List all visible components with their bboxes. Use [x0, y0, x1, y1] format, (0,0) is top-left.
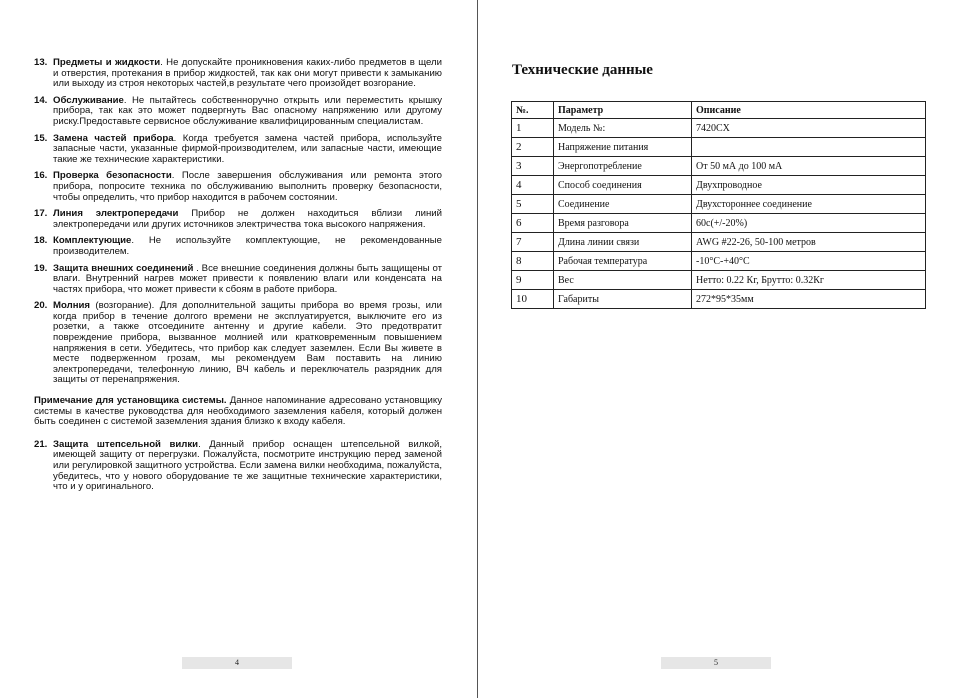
- item-title: Предметы и жидкости: [53, 57, 161, 68]
- table-row: [512, 290, 926, 309]
- note-title: Примечание для установщика системы.: [34, 395, 227, 407]
- row-parameter: Длина линии связи: [554, 233, 692, 252]
- item-text: . Не используйте комплектующие, не рекомендованные производителем.: [53, 235, 442, 257]
- item-text: (возгорание). Для дополнительной защиты прибора во время грозы, или когда прибор в течение долгого времени не эксплуатируется, выключите его из розетки, а также отсоедините антенну и другие кабели. Это предотвратит повреждение прибора, вызванное молнией или кратковременным повышением напряжения в сети. Убедитесь, что прибор как следует заземлен. Если Вы живете в месте подверженном грозам, мы рекомендуем Вам поставить на линию электропередачи, телефонную линию, ВЧ кабель и переключатель разрядник для защиты от перенапряжения.: [53, 300, 442, 386]
- row-description: Двухпроводное: [692, 176, 926, 195]
- item-number: 16.: [34, 170, 48, 182]
- row-parameter: Напряжение питания: [554, 138, 692, 157]
- item-text: . Все внешние соединения должны быть защищены от влаги. Внутренний нагрев может привести к появлению влаги или конденсата на частях прибора, что может привести к сбоям в работе прибора.: [53, 262, 442, 295]
- row-description: 272*95*35мм: [692, 290, 926, 309]
- row-number: 8: [512, 252, 554, 271]
- item-number: 20.: [34, 300, 48, 312]
- row-parameter: Энергопотребление: [554, 157, 692, 176]
- item-number: 19.: [34, 262, 48, 274]
- instruction-item: [34, 58, 442, 90]
- item-text: . После завершения обслуживания или ремонта этого прибора, попросите техника по обслуживанию выполнить проверку безопасности, чтобы определить, что прибор находится в рабочем состоянии.: [53, 170, 442, 203]
- row-parameter: Вес: [554, 271, 692, 290]
- installer-note: [34, 396, 442, 428]
- table-row: [512, 252, 926, 271]
- row-number: 10: [512, 290, 554, 309]
- item-text: . Когда требуется замена частей прибора, используйте запасные части, указанные фирмой-производителем, или запасные части, имеющие такие же технические характеристики.: [53, 132, 442, 165]
- item-text: . Не пытайтесь собственноручно открыть или переместить крышку прибора, так как это может подвергнуть Вас опасному напряжению или другому риску.Предоставьте сервисное обслуживание квалифицированным специалистам.: [53, 94, 442, 127]
- instruction-item: [34, 236, 442, 257]
- item-number: 18.: [34, 235, 48, 247]
- spec-table: [511, 101, 926, 309]
- row-description: От 50 мА до 100 мА: [692, 157, 926, 176]
- page-number: 4: [182, 657, 292, 669]
- row-number: 6: [512, 214, 554, 233]
- instruction-item: [34, 171, 442, 203]
- table-row: [512, 138, 926, 157]
- instruction-item: [34, 301, 442, 386]
- item-title: Линия электропередачи: [53, 208, 179, 220]
- item-title: Проверка безопасности: [53, 170, 172, 182]
- row-description: [692, 138, 926, 157]
- note-text: Данное напоминание адресовано установщику системы в качестве руководства для необходимого заземления кабеля, который должен быть соединен с системой заземления здания близко к входу кабеля.: [34, 395, 442, 428]
- table-row: [512, 271, 926, 290]
- header-parameter: Параметр: [554, 102, 692, 119]
- table-row: [512, 119, 926, 138]
- item-title: Защита внешних соединений: [53, 262, 194, 274]
- header-number: №.: [512, 102, 554, 119]
- instruction-item: [34, 264, 442, 296]
- row-description: -10°C-+40°C: [692, 252, 926, 271]
- item-text: . Не допускайте проникновения каких-либо предметов в щели и отверстия, протекания в прибор жидкостей, так как они могут привести к замыканию или выходу из строя некоторых частей,в результате чего произойдет возгорание.: [53, 57, 442, 90]
- row-parameter: Рабочая температура: [554, 252, 692, 271]
- row-number: 7: [512, 233, 554, 252]
- row-description: AWG #22-26, 50-100 метров: [692, 233, 926, 252]
- item-number: 17.: [34, 208, 48, 220]
- item-number: 14.: [34, 94, 48, 106]
- header-description: Описание: [692, 102, 926, 119]
- item-title: Замена частей прибора: [53, 132, 174, 144]
- row-parameter: Модель №:: [554, 119, 692, 138]
- page-title: Технические данные: [512, 62, 653, 78]
- item-number: 21.: [34, 438, 48, 450]
- item-text: Прибор не должен находиться вблизи линий электропередачи или других источников электричества тока высокого напряжения.: [53, 208, 442, 230]
- row-number: 2: [512, 138, 554, 157]
- table-row: [512, 214, 926, 233]
- safety-instructions: [34, 58, 442, 499]
- row-description: Нетто: 0.22 Кг, Брутто: 0.32Кг: [692, 271, 926, 290]
- row-number: 5: [512, 195, 554, 214]
- item-text: . Данный прибор оснащен штепсельной вилкой, имеющей защиту от перегрузки. Пожалуйста, посмотрите инструкцию перед заменой или регулировкой защитного устройства. Если замена вилки необходима, пожалуйста, убедитесь, что у нового оборудование те же защитные технические характеристики, что и у оригинального.: [53, 438, 442, 493]
- row-number: 1: [512, 119, 554, 138]
- row-description: Двухстороннее соединение: [692, 195, 926, 214]
- row-parameter: Способ соединения: [554, 176, 692, 195]
- row-description: 60с(+/-20%): [692, 214, 926, 233]
- item-number: 15.: [34, 132, 48, 144]
- item-number: 13.: [34, 57, 48, 68]
- table-row: [512, 176, 926, 195]
- instruction-item: [34, 134, 442, 166]
- instruction-item: [34, 209, 442, 230]
- row-parameter: Соединение: [554, 195, 692, 214]
- instruction-item: [34, 96, 442, 128]
- right-page: [478, 0, 954, 698]
- row-number: 3: [512, 157, 554, 176]
- table-row: [512, 195, 926, 214]
- table-row: [512, 157, 926, 176]
- row-parameter: Габариты: [554, 290, 692, 309]
- table-header-row: [512, 102, 926, 119]
- item-title: Комплектующие: [53, 235, 132, 247]
- row-number: 9: [512, 271, 554, 290]
- table-row: [512, 233, 926, 252]
- item-title: Защита штепсельной вилки: [53, 438, 199, 450]
- page-number: 5: [661, 657, 771, 669]
- row-number: 4: [512, 176, 554, 195]
- row-description: 7420CX: [692, 119, 926, 138]
- row-parameter: Время разговора: [554, 214, 692, 233]
- item-title: Обслуживание: [53, 94, 124, 106]
- item-title: Молния: [53, 300, 90, 312]
- instruction-item: [34, 440, 442, 493]
